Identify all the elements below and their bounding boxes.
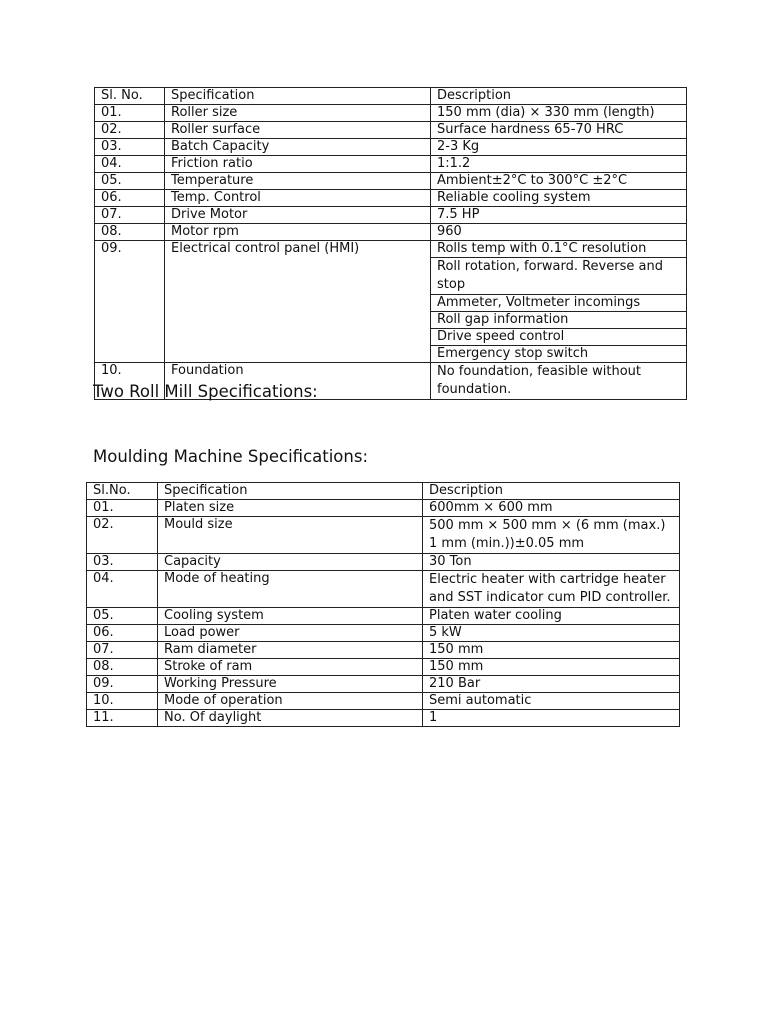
specification-cell: Roller size [165,105,431,122]
description-cell: 2-3 Kg [431,139,687,156]
sl-no-cell: 06. [87,625,158,642]
sl-no-cell: 03. [87,554,158,571]
specification-cell: No. Of daylight [158,710,423,727]
specification-cell: Temperature [165,173,431,190]
description-item-cell: Rolls temp with 0.1°C resolution [431,241,687,258]
sl-no-cell: 04. [95,156,165,173]
description-cell: 30 Ton [423,554,680,571]
specification-cell: Platen size [158,500,423,517]
description-cell: 960 [431,224,687,241]
table-row [95,139,687,156]
specification-cell: Motor rpm [165,224,431,241]
empty-cell [165,329,431,346]
specification-cell: Batch Capacity [165,139,431,156]
table-row [87,642,680,659]
description-cell: 7.5 HP [431,207,687,224]
table-header-row [87,483,680,500]
specification-cell: Working Pressure [158,676,423,693]
header-specification: Specification [158,483,423,500]
sl-no-cell: 07. [95,207,165,224]
table-row [95,312,687,329]
sl-no-cell: 01. [95,105,165,122]
table-row [95,258,687,295]
two-roll-mill-heading: Two Roll Mill Specifications: [93,382,318,401]
header-sl-no: Sl. No. [95,88,165,105]
table-row [95,156,687,173]
table-row [87,554,680,571]
sl-no-cell: 04. [87,571,158,608]
table-row [87,693,680,710]
sl-no-cell: 02. [95,122,165,139]
description-cell: No foundation, feasible without foundation. [431,363,687,400]
sl-no-cell: 06. [95,190,165,207]
header-description: Description [431,88,687,105]
description-cell: Reliable cooling system [431,190,687,207]
header-description: Description [423,483,680,500]
specification-cell: Load power [158,625,423,642]
specification-cell: Friction ratio [165,156,431,173]
specification-cell: Mode of heating [158,571,423,608]
description-item-cell: Ammeter, Voltmeter incomings [431,295,687,312]
table-row [95,224,687,241]
sl-no-cell: 08. [95,224,165,241]
sl-no-cell: 08. [87,659,158,676]
empty-cell [95,329,165,346]
specification-cell: Capacity [158,554,423,571]
table-row [95,105,687,122]
table-row [95,190,687,207]
description-item-cell: Drive speed control [431,329,687,346]
empty-cell [165,295,431,312]
moulding-machine-spec-table [86,482,680,727]
header-specification: Specification [165,88,431,105]
table-row [87,571,680,608]
sl-no-cell: 09. [95,241,165,258]
table-row [95,346,687,363]
specification-cell: Cooling system [158,608,423,625]
table-row [95,295,687,312]
description-cell: 210 Bar [423,676,680,693]
empty-cell [165,258,431,295]
table-row [95,207,687,224]
table-row [95,241,687,258]
empty-cell [165,346,431,363]
table-row [87,517,680,554]
moulding-machine-heading: Moulding Machine Specifications: [93,447,369,466]
table-row [87,676,680,693]
table-row [87,500,680,517]
description-cell: 150 mm (dia) × 330 mm (length) [431,105,687,122]
specification-cell: Drive Motor [165,207,431,224]
empty-cell [165,312,431,329]
sl-no-cell: 10. [95,363,165,400]
sl-no-cell: 09. [87,676,158,693]
sl-no-cell: 10. [87,693,158,710]
description-cell: Platen water cooling [423,608,680,625]
empty-cell [95,295,165,312]
table-row [87,710,680,727]
specification-cell: Electrical control panel (HMI) [165,241,431,258]
sl-no-cell: 02. [87,517,158,554]
specification-cell: Temp. Control [165,190,431,207]
sl-no-cell: 11. [87,710,158,727]
table-row [95,122,687,139]
empty-cell [95,258,165,295]
description-item-cell: Roll rotation, forward. Reverse and stop [431,258,687,295]
description-cell: 600mm × 600 mm [423,500,680,517]
sl-no-cell: 03. [95,139,165,156]
specification-cell: Foundation [165,363,431,400]
table-row [87,608,680,625]
specification-cell: Ram diameter [158,642,423,659]
description-cell: 5 kW [423,625,680,642]
empty-cell [95,346,165,363]
specification-cell: Stroke of ram [158,659,423,676]
table-row [95,173,687,190]
table-row [87,659,680,676]
description-cell: Surface hardness 65-70 HRC [431,122,687,139]
specification-cell: Roller surface [165,122,431,139]
description-item-cell: Roll gap information [431,312,687,329]
description-cell: 150 mm [423,659,680,676]
specification-cell: Mould size [158,517,423,554]
sl-no-cell: 05. [87,608,158,625]
table-row [95,329,687,346]
description-cell: 150 mm [423,642,680,659]
header-sl-no: Sl.No. [87,483,158,500]
description-cell: Semi automatic [423,693,680,710]
description-item-cell: Emergency stop switch [431,346,687,363]
description-cell: 500 mm × 500 mm × (6 mm (max.) 1 mm (min.))±0.05 mm [423,517,680,554]
two-roll-mill-spec-table [94,87,687,400]
sl-no-cell: 07. [87,642,158,659]
specification-cell: Mode of operation [158,693,423,710]
table-header-row [95,88,687,105]
sl-no-cell: 05. [95,173,165,190]
description-cell: 1 [423,710,680,727]
sl-no-cell: 01. [87,500,158,517]
table-row [87,625,680,642]
description-cell: 1:1.2 [431,156,687,173]
empty-cell [95,312,165,329]
description-cell: Electric heater with cartridge heater and SST indicator cum PID controller. [423,571,680,608]
description-cell: Ambient±2°C to 300°C ±2°C [431,173,687,190]
